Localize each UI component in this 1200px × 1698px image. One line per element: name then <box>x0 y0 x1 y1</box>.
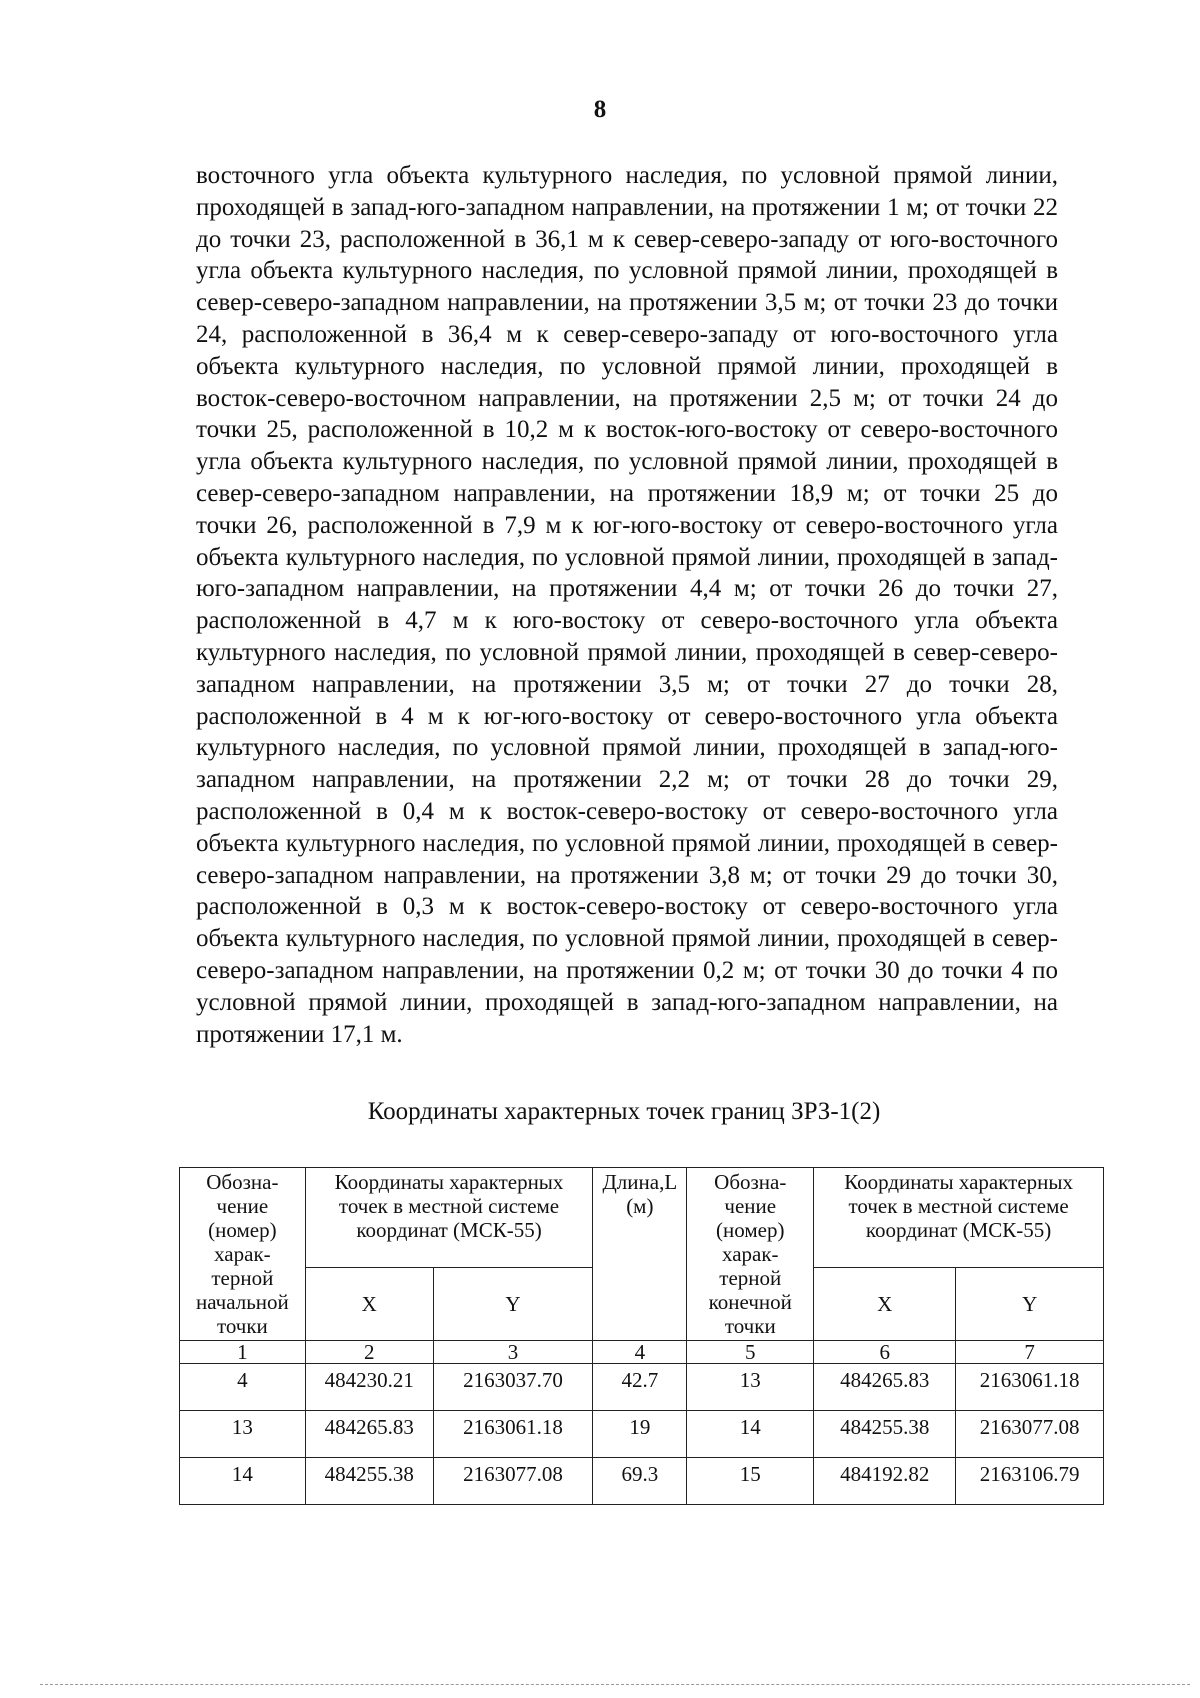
body-paragraph: восточного угла объекта культурного наследия, по условной прямой линии, проходящей в запад-юго-западном направлении, на протяжении 1 м; от точки 22 до точки 23, расположенной в 36,1 м к север-северо-западу от юго-восточного угла объекта культурного наследия, по условной прямой линии, проходящей в север-северо-западном направлении, на протяжении 3,5 м; от точки 23 до точки 24, расположенной в 36,4 м к север-северо-западу от юго-восточного угла объекта культурного наследия, по условной прямой линии, проходящей в восток-северо-восточном направлении, на протяжении 2,5 м; от точки 24 до точки 25, расположенной в 10,2 м к восток-юго-востоку от северо-восточного угла объекта культурного наследия, по условной прямой линии, проходящей в север-северо-западном направлении, на протяжении 18,9 м; от точки 25 до точки 26, расположенной в 7,9 м к юг-юго-востоку от северо-восточного угла объекта культурного наследия, по условной прямой линии, проходящей в запад-юго-западном направлении, на протяжении 4,4 м; от точки 26 до точки 27, расположенной в 4,7 м к юго-востоку от северо-восточного угла объекта культурного наследия, по условной прямой линии, проходящей в север-северо-западном направлении, на протяжении 3,5 м; от точки 27 до точки 28, расположенной в 4 м к юг-юго-востоку от северо-восточного угла объекта культурного наследия, по условной прямой линии, проходящей в запад-юго-западном направлении, на протяжении 2,2 м; от точки 28 до точки 29, расположенной в 0,4 м к восток-северо-востоку от северо-восточного угла объекта культурного наследия, по условной прямой линии, проходящей в север-северо-западном направлении, на протяжении 3,8 м; от точки 29 до точки 30, расположенной в 0,3 м к восток-северо-востоку от северо-восточного угла объекта культурного наследия, по условной прямой линии, проходящей в север-северо-западном направлении, на протяжении 0,2 м; от точки 30 до точки 4 по условной прямой линии, проходящей в запад-юго-западном направлении, на протяжении 17,1 м. <box>196 162 1058 1048</box>
start-point-cell: 4 <box>180 1364 306 1411</box>
table-header-row <box>180 1168 1104 1268</box>
start-x-cell: 484230.21 <box>305 1364 433 1411</box>
end-x-cell: 484192.82 <box>814 1458 956 1505</box>
length-cell: 42.7 <box>593 1364 687 1411</box>
end-point-cell: 15 <box>687 1458 814 1505</box>
header-end-coords: Координаты характерных точек в местной системе координат (МСК-55) <box>814 1168 1104 1268</box>
table-title: Координаты характерных точек границ ЗРЗ-1(2) <box>367 1098 881 1125</box>
start-y-cell: 2163061.18 <box>433 1411 593 1458</box>
end-point-cell: 13 <box>687 1364 814 1411</box>
end-y-cell: 2163106.79 <box>956 1458 1104 1505</box>
column-number: 4 <box>593 1341 687 1364</box>
start-y-cell: 2163037.70 <box>433 1364 593 1411</box>
header-start-x: X <box>305 1268 433 1341</box>
start-x-cell: 484265.83 <box>305 1411 433 1458</box>
start-x-cell: 484255.38 <box>305 1458 433 1505</box>
header-end-x: X <box>814 1268 956 1341</box>
column-number: 1 <box>180 1341 306 1364</box>
header-end-point: Обозна- чение (номер) харак- терной конечной точки <box>687 1168 814 1341</box>
start-point-cell: 14 <box>180 1458 306 1505</box>
header-start-y: Y <box>433 1268 593 1341</box>
end-x-cell: 484255.38 <box>814 1411 956 1458</box>
column-number: 5 <box>687 1341 814 1364</box>
column-number: 7 <box>956 1341 1104 1364</box>
start-point-cell: 13 <box>180 1411 306 1458</box>
header-start-coords: Координаты характерных точек в местной системе координат (МСК-55) <box>305 1168 593 1268</box>
table-row <box>180 1458 1104 1505</box>
end-y-cell: 2163061.18 <box>956 1364 1104 1411</box>
column-number-row <box>180 1341 1104 1364</box>
page-number: 8 <box>593 96 607 123</box>
end-x-cell: 484265.83 <box>814 1364 956 1411</box>
start-y-cell: 2163077.08 <box>433 1458 593 1505</box>
table-row <box>180 1364 1104 1411</box>
page-bottom-rule <box>40 1684 1190 1685</box>
column-number: 3 <box>433 1341 593 1364</box>
coordinates-table <box>179 1167 1104 1505</box>
header-end-y: Y <box>956 1268 1104 1341</box>
column-number: 6 <box>814 1341 956 1364</box>
column-number: 2 <box>305 1341 433 1364</box>
end-point-cell: 14 <box>687 1411 814 1458</box>
header-start-point: Обозна- чение (номер) харак- терной начальной точки <box>180 1168 306 1341</box>
length-cell: 69.3 <box>593 1458 687 1505</box>
header-length: Длина,L (м) <box>593 1168 687 1341</box>
end-y-cell: 2163077.08 <box>956 1411 1104 1458</box>
table-row <box>180 1411 1104 1458</box>
length-cell: 19 <box>593 1411 687 1458</box>
